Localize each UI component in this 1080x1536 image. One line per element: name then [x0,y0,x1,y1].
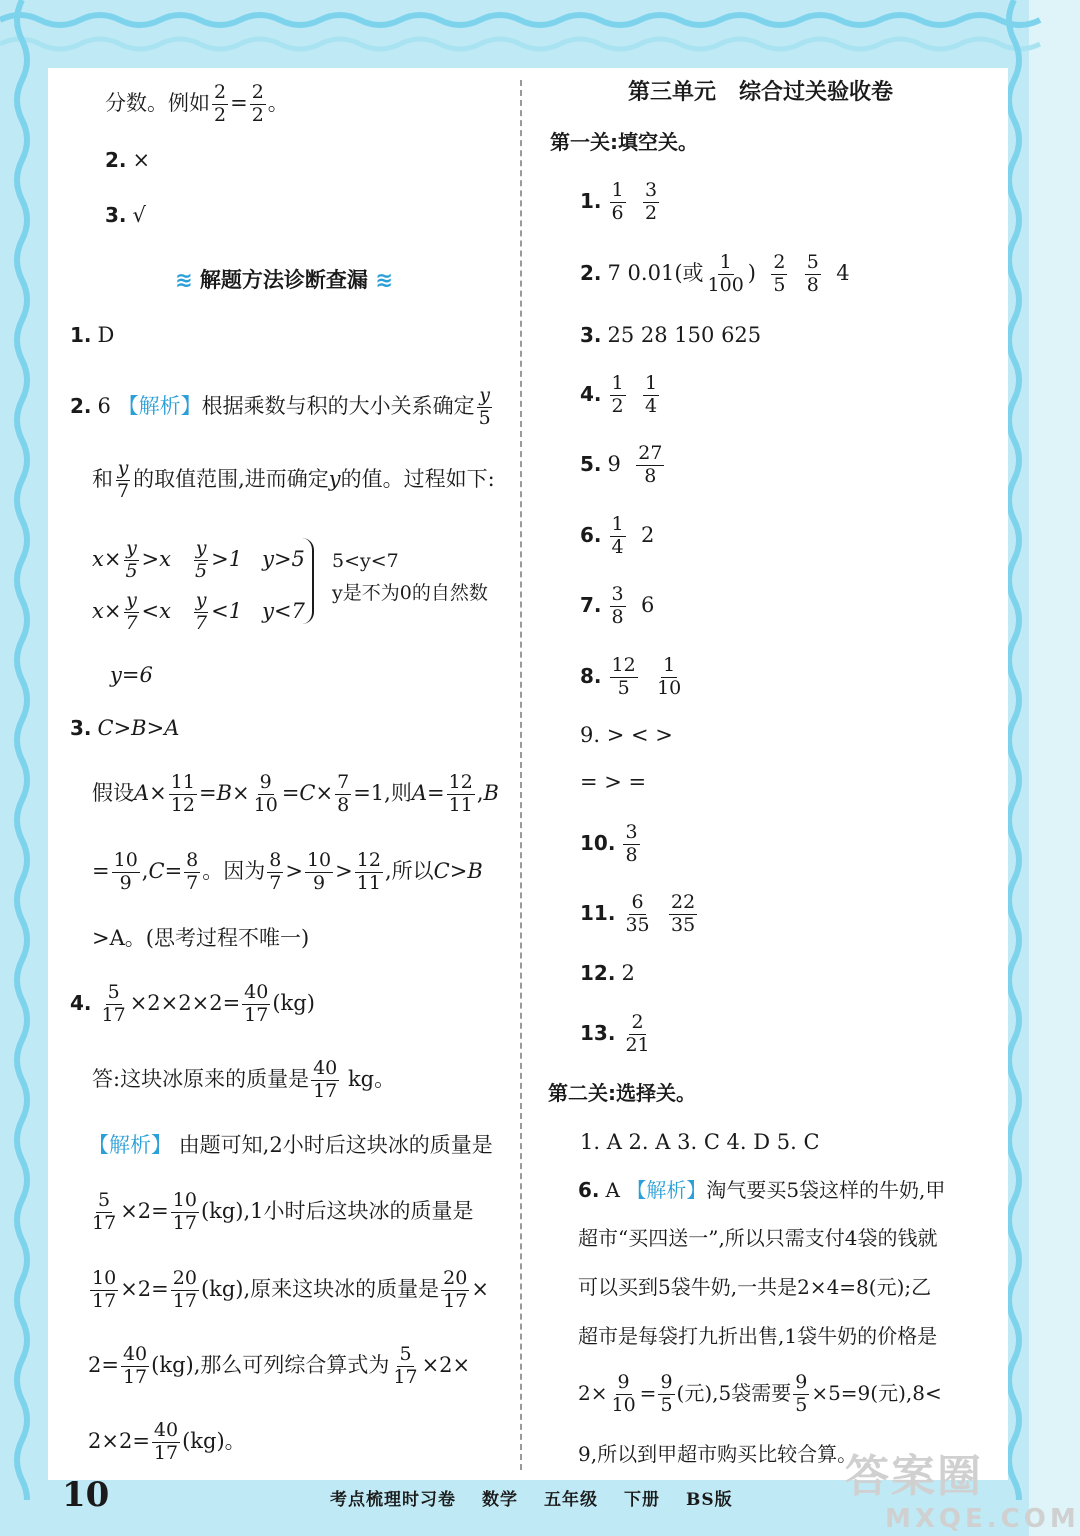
footer-book-info: 考点梳理时习卷 数学 五年级 下册 BS版 [330,1490,733,1510]
intro-line: 分数。例如 $\frac{2}{2}$ = $\frac{2}{2}$ 。 [105,81,289,126]
choice-6-line3: 可以买到5袋牛奶,一共是2×4=8(元);乙 [578,1275,932,1299]
q4-analysis-5: 2×2= $\frac{40}{17}$ (kg)。 [88,1419,246,1464]
q4-analysis-1: 【解析】 由题可知,2小时后这块冰的质量是 [88,1133,493,1157]
answer-7: 7. $\frac{3}{8}$ 6 [580,583,655,628]
choices-1-5: 1. A 2. A 3. C 4. D 5. C [580,1130,820,1154]
answer-5: 5. 9 $\frac{27}{8}$ [580,442,663,487]
choice-6-line1: 6. A 【解析】淘气要买5袋这样的牛奶,甲 [578,1178,946,1202]
q2-ineq-2: x× $\frac{y}{7}$ <x $\frac{y}{7}$ <1 y<7 [92,589,305,634]
answer-6: 6. $\frac{1}{4}$ 2 [580,513,655,558]
answer-9-row2: = > = [580,770,647,794]
q3-line1: 假设A× $\frac{11}{12}$ =B× $\frac{9}{10}$ =C× $\frac{7}{8}$ =1,则A= $\frac{12}{11}$ ,B [92,771,499,816]
choice-6-line2: 超市“买四送一”,所以只需支付4袋的钱就 [578,1226,938,1250]
answer-11: 11. $\frac{6}{35}$ $\frac{22}{35}$ [580,891,696,936]
left-item-3: 3. √ [105,203,146,227]
q4-answer: 答:这块冰原来的质量是 $\frac{40}{17}$ kg。 [92,1057,396,1102]
answer-1: 1. $\frac{1}{6}$ $\frac{3}{2}$ [580,179,658,224]
q2-right-2: y是不为0的自然数 [332,582,488,604]
q3-line2: = $\frac{10}{9}$ ,C= $\frac{8}{7}$ 。因为 $\frac{8}{7}$ > $\frac{10}{9}$ > $\frac{12}{11}$ ,所以C>B [92,849,483,894]
answer-8: 8. $\frac{12}{5}$ $\frac{1}{10}$ [580,654,682,699]
q2-line2: 和 $\frac{y}{7}$ 的取值范围,进而确定y的值。过程如下: [92,457,495,502]
answer-12: 12. 2 [580,961,635,985]
choice-6-line4: 超市是每袋打九折出售,1袋牛奶的价格是 [578,1324,938,1348]
left-item-2: 2. × [105,148,151,172]
q2-result: y=6 [110,663,153,687]
q4-analysis-4: 2= $\frac{40}{17}$ (kg),那么可列综合算式为 $\frac{5}{17}$ ×2× [88,1343,471,1388]
q1: 1. D [70,323,115,347]
answer-9-row1: 9. > < > [580,723,673,747]
part1-heading: 第一关:填空关。 [550,130,698,154]
q2-ineq-1: x× $\frac{y}{5}$ >x $\frac{y}{5}$ >1 y>5 [92,537,305,582]
answer-4: 4. $\frac{1}{2}$ $\frac{1}{4}$ [580,372,658,417]
answer-3: 3. 25 28 150 625 [580,323,762,347]
watermark: 答案圈 MXQE.COM [845,1451,1080,1534]
choice-6-line6: 9,所以到甲超市购买比较合算。 [578,1442,858,1466]
unit-title: 第三单元 综合过关验收卷 [628,80,894,105]
q3: 3. C>B>A [70,716,180,740]
answer-2: 2. 7 0.01(或 $\frac{1}{100}$ ) $\frac{2}{5}$ $\frac{5}{8}$ 4 [580,251,850,296]
q4-analysis-3: $\frac{10}{17}$ ×2= $\frac{20}{17}$ (kg),原来这块冰的质量是 $\frac{20}{17}$ × [92,1267,489,1312]
brace [300,538,314,624]
q2-line1: 2. 6 【解析】根据乘数与积的大小关系确定 $\frac{y}{5}$ [70,384,491,429]
part2-heading: 第二关:选择关。 [548,1081,696,1105]
wave-icon: ≋ [375,268,393,292]
answer-10: 10. $\frac{3}{8}$ [580,821,638,866]
wave-icon: ≋ [175,268,193,292]
q4: 4. $\frac{5}{17}$ ×2×2×2= $\frac{40}{17}$ (kg) [70,981,315,1026]
section-title: ≋ 解题方法诊断查漏 ≋ [175,268,393,292]
column-divider [520,80,522,1470]
answer-13: 13. $\frac{2}{21}$ [580,1011,650,1056]
q2-right-1: 5<y<7 [332,550,399,572]
q3-line3: >A。(思考过程不唯一) [92,926,310,950]
choice-6-line5: 2× $\frac{9}{10}$ = $\frac{9}{5}$ (元),5袋需要 $\frac{9}{5}$ ×5=9(元),8< [578,1371,942,1416]
q4-analysis-2: $\frac{5}{17}$ ×2= $\frac{10}{17}$ (kg),1小时后这块冰的质量是 [92,1189,474,1234]
page-number: 10 [62,1475,110,1515]
